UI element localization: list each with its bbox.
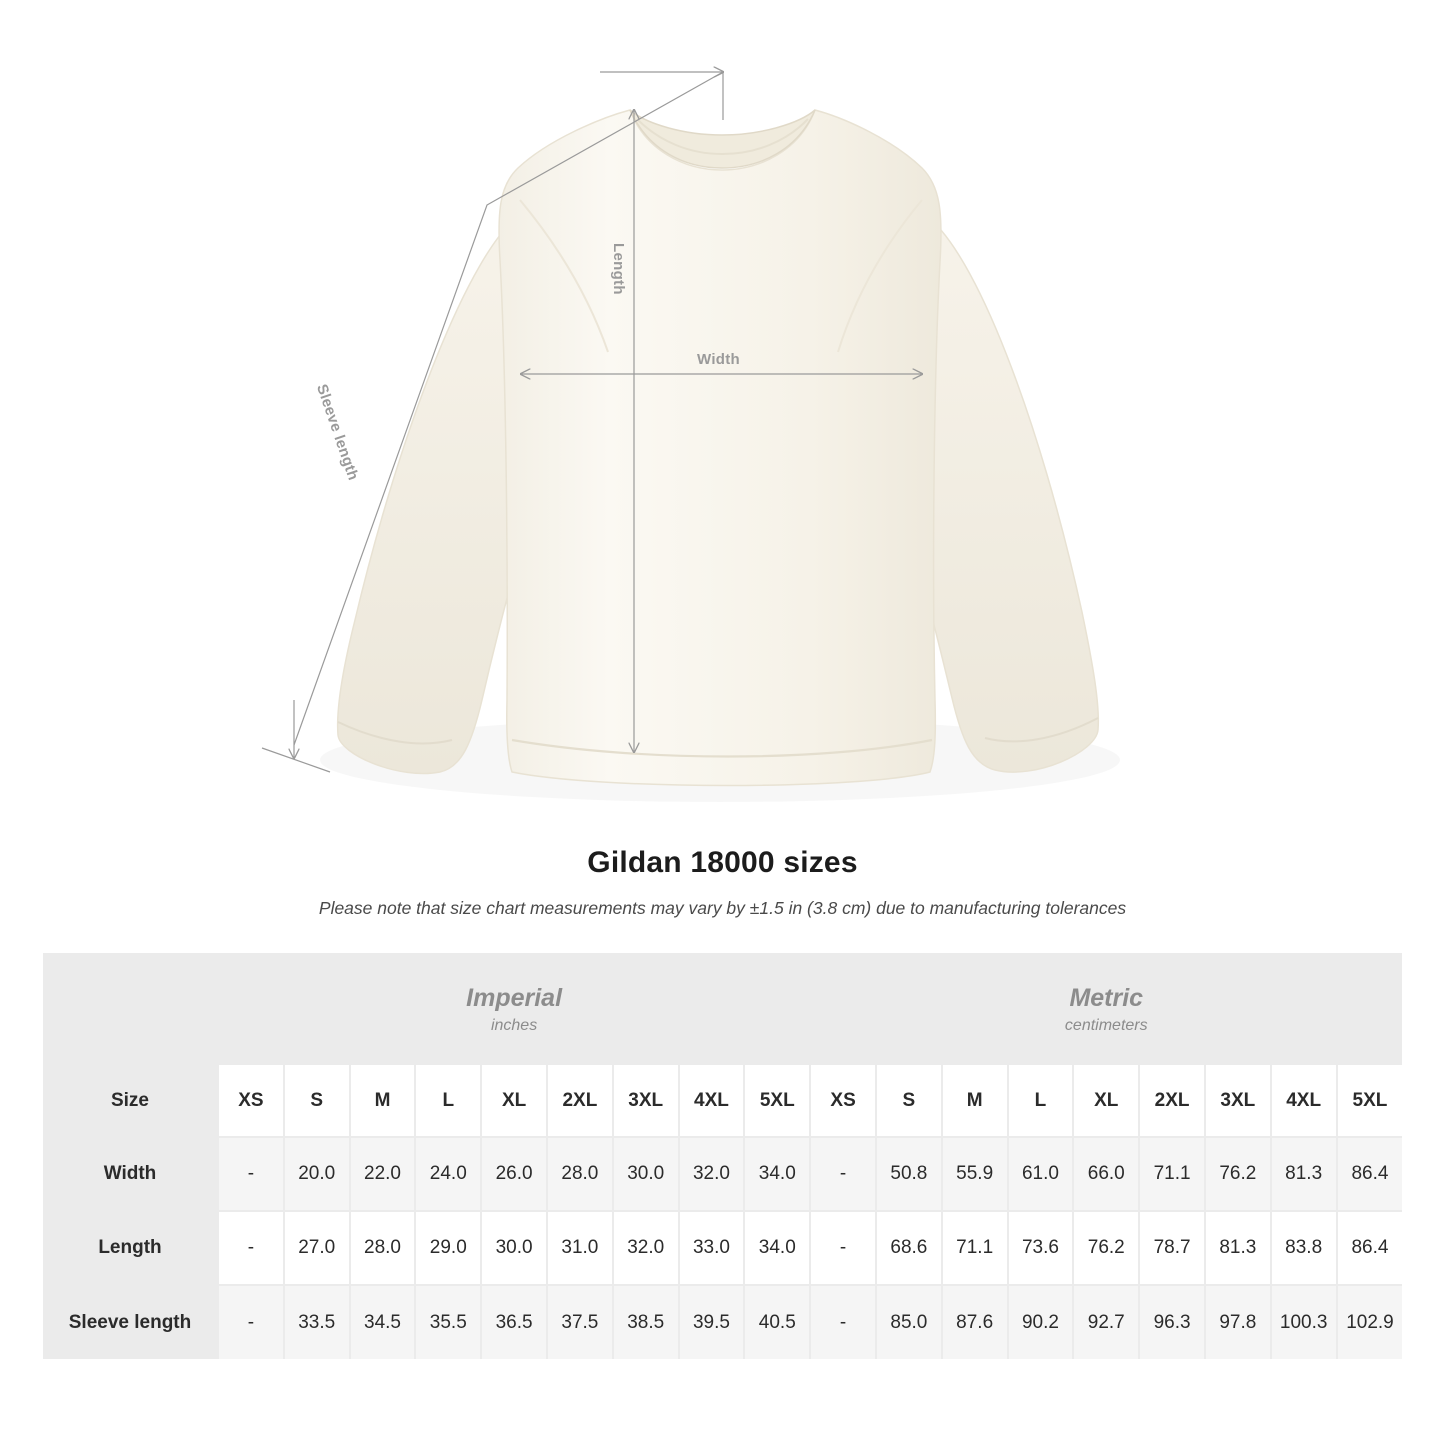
data-cell: 97.8 bbox=[1205, 1285, 1271, 1359]
size-cell: XS bbox=[218, 1065, 284, 1137]
data-cell: 30.0 bbox=[481, 1211, 547, 1285]
size-header-row bbox=[43, 1065, 1402, 1137]
size-cell: XS bbox=[810, 1065, 876, 1137]
data-cell: 34.0 bbox=[744, 1137, 810, 1211]
data-cell: 90.2 bbox=[1008, 1285, 1074, 1359]
size-table bbox=[43, 953, 1402, 1359]
size-cell: 3XL bbox=[1205, 1065, 1271, 1137]
data-cell: 92.7 bbox=[1073, 1285, 1139, 1359]
unit-imperial-sub: inches bbox=[490, 1017, 538, 1035]
table-row bbox=[43, 1285, 1402, 1359]
size-cell: XL bbox=[1073, 1065, 1139, 1137]
unit-imperial-name: Imperial bbox=[466, 983, 563, 1012]
data-cell: 73.6 bbox=[1008, 1211, 1074, 1285]
sleeve-length-label: Sleeve length bbox=[312, 382, 362, 483]
data-cell: 24.0 bbox=[415, 1137, 481, 1211]
data-cell: 28.0 bbox=[350, 1211, 416, 1285]
size-cell: XL bbox=[481, 1065, 547, 1137]
data-cell: 36.5 bbox=[481, 1285, 547, 1359]
size-cell: 5XL bbox=[1337, 1065, 1403, 1137]
data-cell: 37.5 bbox=[547, 1285, 613, 1359]
size-cell: 4XL bbox=[1271, 1065, 1337, 1137]
unit-metric bbox=[810, 953, 1402, 1065]
data-cell: 26.0 bbox=[481, 1137, 547, 1211]
size-cell: 2XL bbox=[547, 1065, 613, 1137]
data-cell: 22.0 bbox=[350, 1137, 416, 1211]
data-cell: 31.0 bbox=[547, 1211, 613, 1285]
data-cell: 100.3 bbox=[1271, 1285, 1337, 1359]
data-cell: 81.3 bbox=[1205, 1211, 1271, 1285]
title-block bbox=[0, 846, 1445, 919]
data-cell: 33.0 bbox=[679, 1211, 745, 1285]
data-cell: 78.7 bbox=[1139, 1211, 1205, 1285]
page-title: Gildan 18000 sizes bbox=[587, 846, 858, 879]
data-cell: 50.8 bbox=[876, 1137, 942, 1211]
data-cell: 32.0 bbox=[613, 1211, 679, 1285]
unit-imperial bbox=[218, 953, 810, 1065]
table-row bbox=[43, 1211, 1402, 1285]
data-cell: 68.6 bbox=[876, 1211, 942, 1285]
data-cell: - bbox=[218, 1211, 284, 1285]
unit-metric-name: Metric bbox=[1069, 983, 1144, 1012]
row-label: Width bbox=[43, 1137, 218, 1211]
garment-body bbox=[499, 110, 941, 786]
data-cell: 55.9 bbox=[942, 1137, 1008, 1211]
unit-spacer bbox=[43, 953, 218, 1065]
data-cell: 83.8 bbox=[1271, 1211, 1337, 1285]
data-cell: 61.0 bbox=[1008, 1137, 1074, 1211]
data-cell: - bbox=[218, 1285, 284, 1359]
row-label: Length bbox=[43, 1211, 218, 1285]
data-cell: 34.5 bbox=[350, 1285, 416, 1359]
data-cell: 76.2 bbox=[1205, 1137, 1271, 1211]
data-cell: 76.2 bbox=[1073, 1211, 1139, 1285]
data-cell: 86.4 bbox=[1337, 1137, 1403, 1211]
size-cell: M bbox=[942, 1065, 1008, 1137]
data-cell: - bbox=[810, 1211, 876, 1285]
data-cell: 40.5 bbox=[744, 1285, 810, 1359]
size-cell: 2XL bbox=[1139, 1065, 1205, 1137]
size-header-cell: Size bbox=[43, 1065, 218, 1137]
data-cell: 28.0 bbox=[547, 1137, 613, 1211]
data-cell: 87.6 bbox=[942, 1285, 1008, 1359]
size-cell: L bbox=[1008, 1065, 1074, 1137]
table-row bbox=[43, 1137, 1402, 1211]
size-cell: 5XL bbox=[744, 1065, 810, 1137]
size-cell: S bbox=[284, 1065, 350, 1137]
data-cell: 71.1 bbox=[942, 1211, 1008, 1285]
data-cell: 20.0 bbox=[284, 1137, 350, 1211]
data-cell: 29.0 bbox=[415, 1211, 481, 1285]
size-cell: M bbox=[350, 1065, 416, 1137]
size-cell: S bbox=[876, 1065, 942, 1137]
data-cell: 86.4 bbox=[1337, 1211, 1403, 1285]
data-cell: 85.0 bbox=[876, 1285, 942, 1359]
data-cell: 71.1 bbox=[1139, 1137, 1205, 1211]
data-cell: 66.0 bbox=[1073, 1137, 1139, 1211]
data-cell: 32.0 bbox=[679, 1137, 745, 1211]
width-label: Width bbox=[697, 351, 741, 368]
unit-metric-sub: centimeters bbox=[1064, 1017, 1148, 1035]
size-cell: 4XL bbox=[679, 1065, 745, 1137]
size-table-wrap bbox=[0, 953, 1445, 1359]
data-cell: - bbox=[810, 1285, 876, 1359]
length-label: Length bbox=[610, 243, 627, 295]
data-cell: 30.0 bbox=[613, 1137, 679, 1211]
data-cell: - bbox=[810, 1137, 876, 1211]
data-cell: - bbox=[218, 1137, 284, 1211]
tolerance-note: Please note that size chart measurements may vary by ±1.5 in (3.8 cm) due to manufacturing tolerances bbox=[318, 898, 1127, 918]
row-label: Sleeve length bbox=[43, 1285, 218, 1359]
data-cell: 39.5 bbox=[679, 1285, 745, 1359]
data-cell: 96.3 bbox=[1139, 1285, 1205, 1359]
data-cell: 102.9 bbox=[1337, 1285, 1403, 1359]
data-cell: 34.0 bbox=[744, 1211, 810, 1285]
data-cell: 35.5 bbox=[415, 1285, 481, 1359]
data-cell: 27.0 bbox=[284, 1211, 350, 1285]
unit-header-row bbox=[43, 953, 1402, 1065]
size-cell: L bbox=[415, 1065, 481, 1137]
data-cell: 38.5 bbox=[613, 1285, 679, 1359]
data-cell: 33.5 bbox=[284, 1285, 350, 1359]
data-cell: 81.3 bbox=[1271, 1137, 1337, 1211]
size-cell: 3XL bbox=[613, 1065, 679, 1137]
